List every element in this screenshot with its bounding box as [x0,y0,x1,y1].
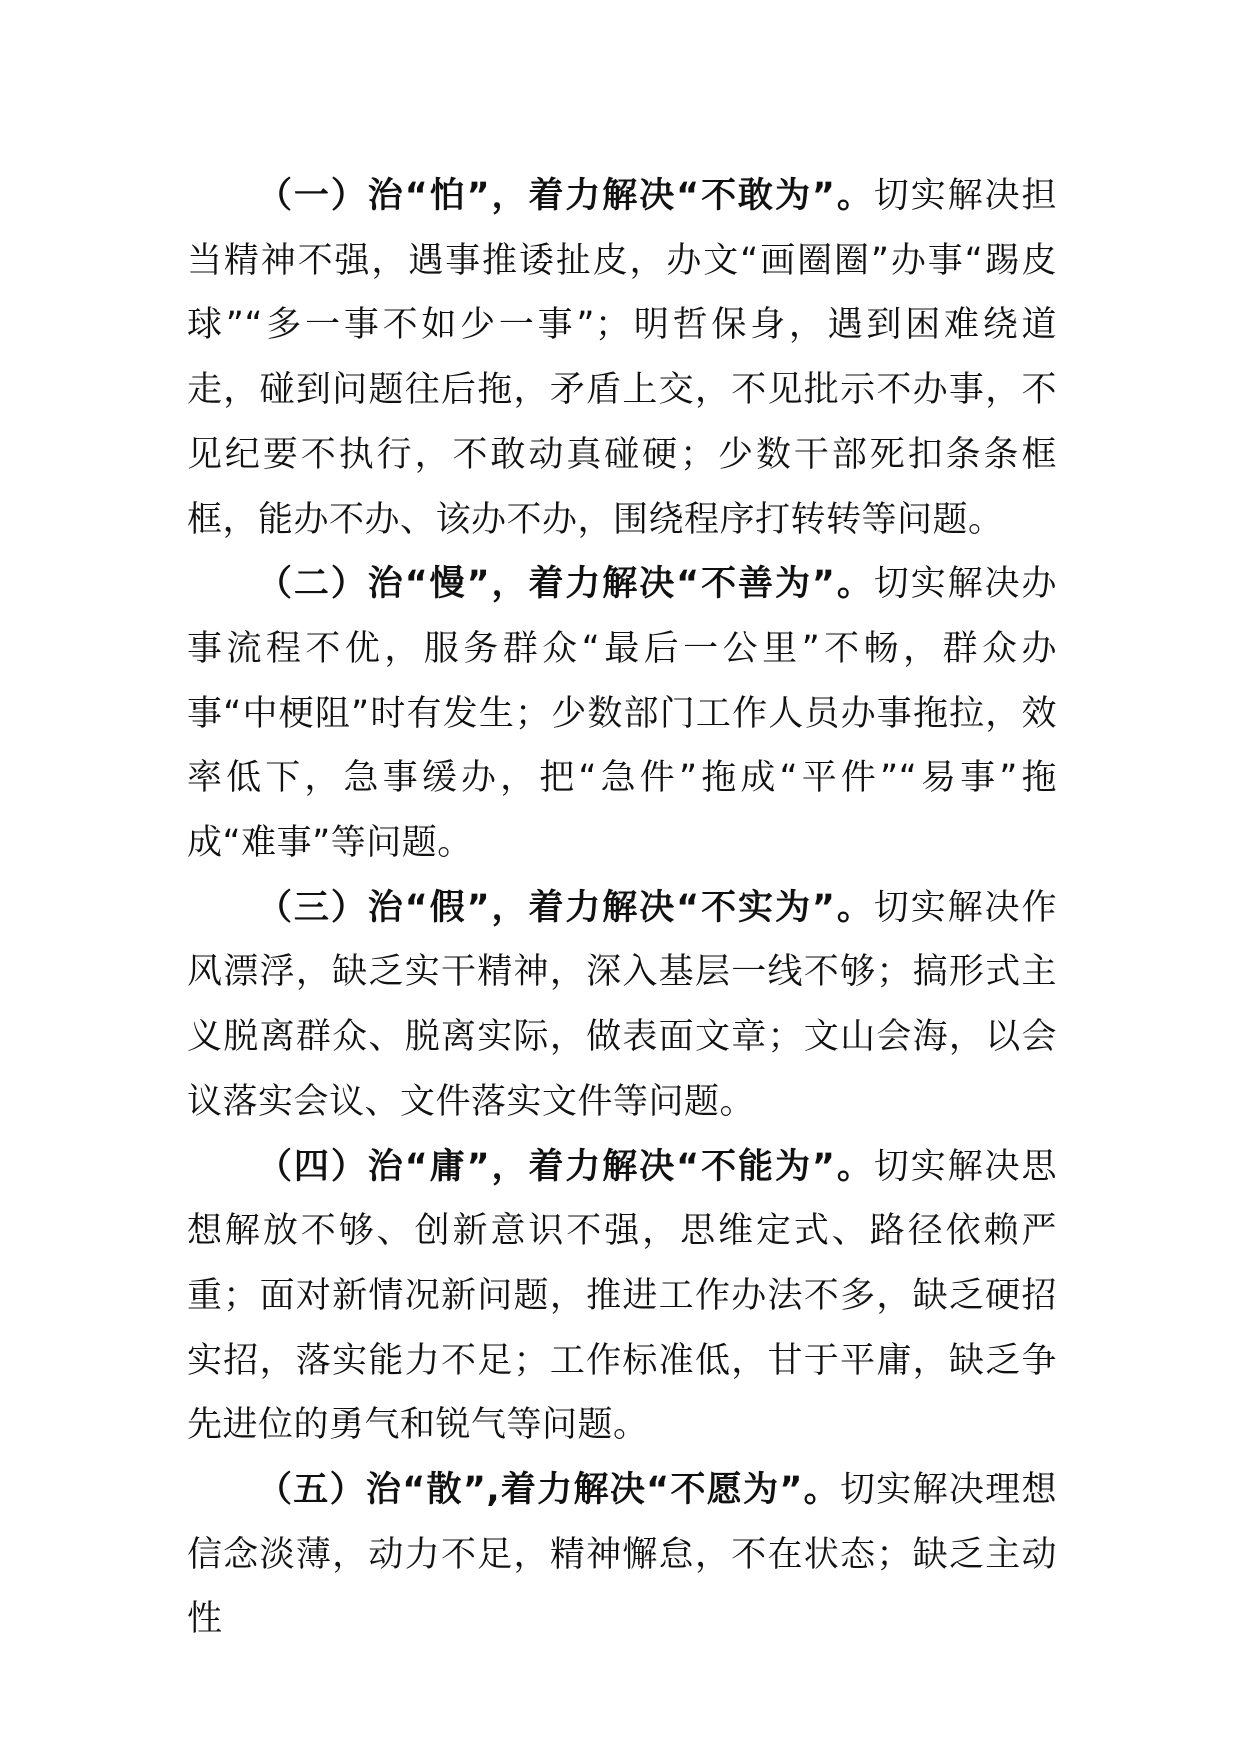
paragraph-3 [187,876,1057,1135]
paragraph-4 [187,1135,1057,1459]
paragraph-1-heading: （一）治“怕”，着力解决“不敢为”。 [257,176,874,216]
paragraph-1-text: 切实解决担当精神不强，遇事推诿扯皮，办文“画圈圈”办事“踢皮球”“多一事不如少一事”；明哲保身，遇到困难绕道走，碰到问题往后拖，矛盾上交，不见批示不办事，不见纪要不执行，不敢动真碰硬；少数干部死扣条条框框，能办不办、该办不办，围绕程序打转转等问题。 [187,176,1057,540]
paragraph-2 [187,552,1057,876]
paragraph-4-heading: （四）治“庸”，着力解决“不能为”。 [257,1146,874,1187]
paragraph-2-text: 切实解决办事流程不优，服务群众“最后一公里”不畅，群众办事“中梗阻”时有发生；少数部门工作人员办事拖拉，效率低下，急事缓办，把“急件”拖成“平件”“易事”拖成“难事”等问题。 [187,564,1057,864]
paragraph-5 [187,1458,1057,1652]
paragraph-5-text: 切实解决理想信念淡薄，动力不足，精神懈怠，不在状态；缺乏主动性 [187,1470,1057,1640]
paragraph-5-heading: （五）治“散”,着力解决“不愿为”。 [257,1470,840,1511]
paragraph-4-text: 切实解决思想解放不够、创新意识不强，思维定式、路径依赖严重；面对新情况新问题，推进工作办法不多，缺乏硬招实招，落实能力不足；工作标准低，甘于平庸，缺乏争先进位的勇气和锐气等问题。 [187,1146,1057,1446]
paragraph-1 [187,164,1057,552]
paragraph-3-heading: （三）治“假”，着力解决“不实为”。 [257,887,874,928]
document-body [187,164,1057,1652]
paragraph-3-text: 切实解决作风漂浮，缺乏实干精神，深入基层一线不够；搞形式主义脱离群众、脱离实际，做表面文章；文山会海，以会议落实会议、文件落实文件等问题。 [187,887,1057,1122]
paragraph-2-heading: （二）治“慢”，着力解决“不善为”。 [257,564,874,605]
